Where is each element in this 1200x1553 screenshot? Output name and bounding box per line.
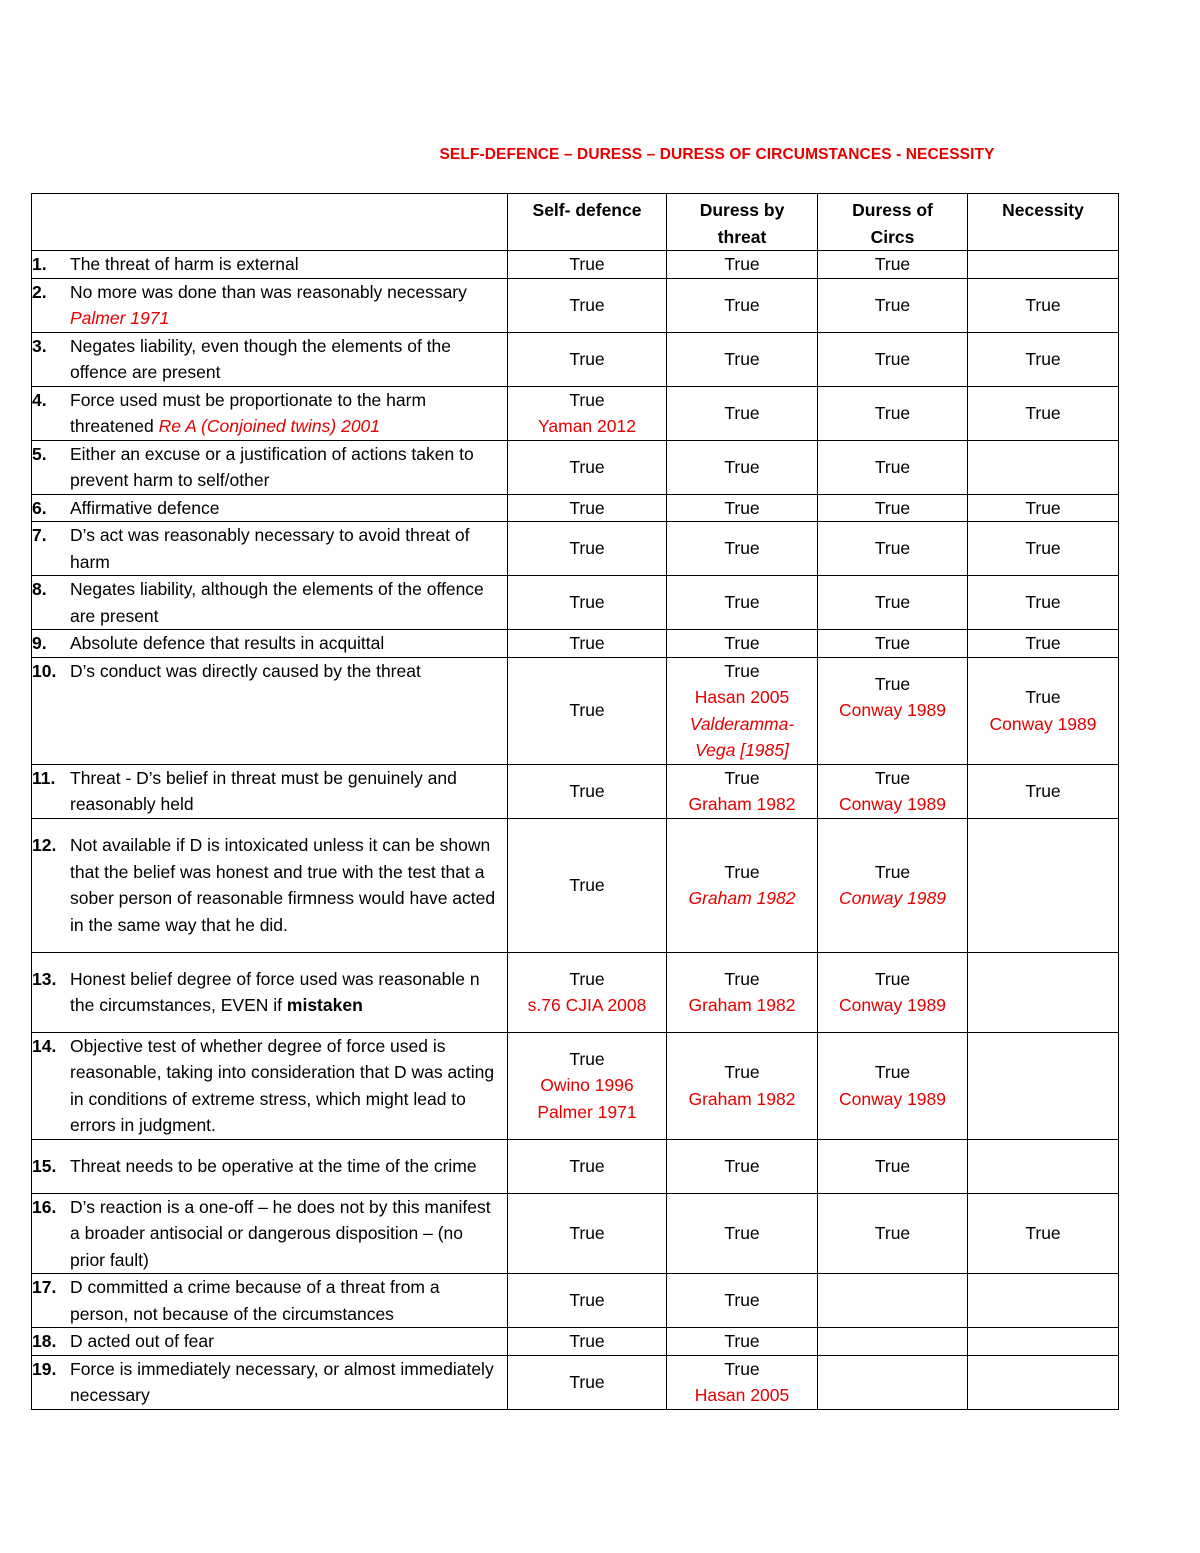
table-row	[32, 386, 1119, 440]
statement-text: The threat of harm is external	[70, 254, 299, 274]
value-text: True	[724, 294, 760, 315]
duress-threat-cell	[667, 952, 818, 1032]
duress-circs-cell	[818, 1193, 968, 1274]
self-defence-cell	[508, 278, 667, 332]
case-citation: Conway 1989	[989, 713, 1097, 734]
row-number: 9.	[32, 633, 47, 653]
statement-cell	[32, 386, 508, 440]
case-citation: Conway 1989	[838, 794, 947, 814]
value-text: True	[569, 1223, 605, 1243]
header-label: threat	[717, 226, 767, 247]
case-citation: Hasan 2005	[694, 1385, 790, 1405]
necessity-cell	[968, 818, 1119, 952]
value-text: True	[569, 968, 605, 989]
value-text: True	[724, 1290, 760, 1311]
value-text: True	[724, 767, 760, 788]
case-citation: s.76 CJIA 2008	[527, 995, 647, 1015]
table-row	[32, 278, 1119, 332]
row-number: 19.	[32, 1358, 57, 1379]
statement-cell	[32, 1193, 508, 1274]
table-row	[32, 1274, 1119, 1328]
duress-threat-cell	[667, 1032, 818, 1139]
value-text: True	[569, 1048, 605, 1069]
necessity-cell	[968, 1139, 1119, 1193]
value-text: True	[724, 968, 760, 989]
necessity-cell	[968, 386, 1119, 440]
value-text: True	[724, 402, 760, 423]
duress-threat-cell	[667, 494, 818, 522]
value-text: True	[569, 633, 605, 653]
value-text: True	[1025, 1223, 1061, 1243]
duress-circs-cell	[818, 1032, 968, 1139]
statement-emphasis: mistaken	[286, 995, 363, 1015]
necessity-cell	[968, 251, 1119, 279]
table-row	[32, 522, 1119, 576]
self-defence-cell	[508, 818, 667, 952]
value-text: True	[874, 592, 911, 613]
statement-text: Not available if D is intoxicated unless it can be shown that the belief was honest and true with the test that a sober person of reasonable firmness would have acted in the same way that he did.	[70, 835, 496, 935]
self-defence-cell	[508, 1355, 667, 1409]
statement-cell	[32, 278, 508, 332]
statement-text: D acted out of fear	[70, 1331, 214, 1351]
statement-text: D’s conduct was directly caused by the threat	[70, 660, 421, 681]
necessity-cell	[968, 576, 1119, 630]
duress-threat-cell	[667, 251, 818, 279]
header-blank-cell	[32, 194, 508, 251]
statement-text: Threat - D’s belief in threat must be genuinely and reasonably held	[70, 767, 457, 814]
statement-text: Absolute defence that results in acquittal	[70, 633, 385, 653]
duress-threat-cell	[667, 1139, 818, 1193]
value-text: True	[874, 767, 911, 788]
statement-text	[70, 387, 507, 440]
case-citation: Hasan 2005	[694, 687, 790, 707]
value-text: True	[569, 456, 605, 477]
table-header-row	[32, 194, 1119, 251]
case-citation: Palmer 1971	[537, 1101, 637, 1122]
statement-text: Objective test of whether degree of force used is reasonable, taking into consideration that D was acting in conditions of extreme stress, which might lead to errors in judgment.	[70, 1035, 495, 1135]
duress-threat-cell	[667, 764, 818, 818]
duress-circs-cell	[818, 1328, 968, 1356]
duress-threat-cell	[667, 657, 818, 764]
row-number: 3.	[32, 335, 47, 356]
necessity-cell	[968, 1274, 1119, 1328]
duress-circs-cell	[818, 440, 968, 494]
value-text: True	[874, 1223, 911, 1243]
row-number: 11.	[32, 767, 56, 788]
header-duress-by-threat	[667, 194, 818, 251]
necessity-cell	[968, 494, 1119, 522]
value-text: True	[874, 538, 911, 559]
header-label: Duress by	[699, 200, 785, 220]
value-text: True	[1025, 633, 1061, 653]
row-number: 13.	[32, 968, 57, 989]
value-text: True	[724, 348, 760, 369]
value-text: True	[724, 633, 760, 653]
necessity-cell	[968, 278, 1119, 332]
self-defence-cell	[508, 1032, 667, 1139]
value-text: True	[874, 456, 911, 477]
value-text: True	[724, 1223, 760, 1243]
value-text: True	[569, 1155, 605, 1176]
duress-threat-cell	[667, 440, 818, 494]
statement-cell	[32, 1032, 508, 1139]
statement-cell	[32, 764, 508, 818]
duress-threat-cell	[667, 522, 818, 576]
value-text: True	[569, 497, 605, 518]
self-defence-cell	[508, 630, 667, 658]
self-defence-cell	[508, 494, 667, 522]
header-duress-of-circs	[818, 194, 968, 251]
table-row	[32, 1139, 1119, 1193]
statement-cell	[32, 1355, 508, 1409]
row-number: 17.	[32, 1277, 57, 1297]
duress-circs-cell	[818, 630, 968, 658]
case-citation: Graham 1982	[688, 794, 796, 814]
statement-cell	[32, 522, 508, 576]
case-citation: Conway 1989	[838, 995, 947, 1015]
necessity-cell	[968, 764, 1119, 818]
necessity-cell	[968, 332, 1119, 386]
statement-cell	[32, 657, 508, 764]
value-text: True	[724, 456, 760, 477]
value-text: True	[1025, 402, 1061, 423]
duress-circs-cell	[818, 657, 968, 764]
case-citation: Re A (Conjoined twins) 2001	[158, 416, 381, 436]
table-row	[32, 1328, 1119, 1356]
statement-text: Negates liability, even though the elements of the offence are present	[70, 335, 452, 382]
statement-cell	[32, 818, 508, 952]
value-text: True	[569, 348, 605, 369]
duress-circs-cell	[818, 278, 968, 332]
duress-threat-cell	[667, 386, 818, 440]
necessity-cell	[968, 440, 1119, 494]
table-row	[32, 818, 1119, 952]
value-text: True	[874, 968, 911, 989]
self-defence-cell	[508, 332, 667, 386]
value-text: True	[874, 1062, 911, 1082]
row-number: 6.	[32, 497, 47, 518]
duress-threat-cell	[667, 576, 818, 630]
duress-threat-cell	[667, 332, 818, 386]
row-number: 2.	[32, 281, 47, 302]
value-text: True	[724, 660, 760, 681]
value-text: True	[724, 497, 760, 518]
statement-cell	[32, 952, 508, 1032]
value-text: True	[874, 294, 911, 315]
table-row	[32, 251, 1119, 279]
necessity-cell	[968, 1355, 1119, 1409]
table-row	[32, 764, 1119, 818]
self-defence-cell	[508, 522, 667, 576]
case-citation: Valderamma-	[689, 713, 795, 734]
row-number: 1.	[32, 254, 47, 274]
statement-text: D’s act was reasonably necessary to avoid threat of harm	[70, 525, 470, 572]
statement-text: D committed a crime because of a threat from a person, not because of the circumstances	[70, 1277, 440, 1324]
duress-circs-cell	[818, 522, 968, 576]
self-defence-cell	[508, 386, 667, 440]
statement-text: Negates liability, although the elements of the offence are present	[70, 579, 484, 626]
value-text: True	[1025, 538, 1061, 559]
self-defence-cell	[508, 952, 667, 1032]
statement-body: Honest belief degree of force used was reasonable n the circumstances, EVEN if	[70, 968, 480, 1015]
duress-threat-cell	[667, 630, 818, 658]
value-text: True	[874, 673, 911, 694]
duress-threat-cell	[667, 1355, 818, 1409]
row-number: 4.	[32, 389, 47, 410]
table-row	[32, 494, 1119, 522]
statement-body: Force used must be proportionate to the harm threatened	[70, 389, 427, 436]
statement-body: No more was done than was reasonably necessary	[70, 281, 467, 302]
header-necessity	[968, 194, 1119, 251]
statement-text: Either an excuse or a justification of actions taken to prevent harm to self/other	[70, 443, 474, 490]
table-row	[32, 1355, 1119, 1409]
statement-cell	[32, 630, 508, 658]
case-citation: Graham 1982	[688, 1088, 796, 1109]
self-defence-cell	[508, 764, 667, 818]
value-text: True	[1025, 348, 1061, 369]
duress-circs-cell	[818, 1274, 968, 1328]
value-text: True	[1025, 592, 1061, 613]
table-row	[32, 1032, 1119, 1139]
value-text: True	[1025, 687, 1061, 707]
header-label: Necessity	[1002, 200, 1084, 220]
duress-circs-cell	[818, 386, 968, 440]
value-text: True	[724, 1358, 760, 1379]
statement-text	[70, 966, 507, 1019]
self-defence-cell	[508, 576, 667, 630]
case-citation: Graham 1982	[688, 995, 796, 1015]
value-text: True	[724, 1062, 760, 1082]
value-text: True	[724, 861, 760, 882]
table-row	[32, 657, 1119, 764]
header-self-defence	[508, 194, 667, 251]
value-text: True	[1025, 294, 1061, 315]
necessity-cell	[968, 1193, 1119, 1274]
duress-circs-cell	[818, 1355, 968, 1409]
duress-circs-cell	[818, 818, 968, 952]
self-defence-cell	[508, 1274, 667, 1328]
statement-cell	[32, 251, 508, 279]
value-text: True	[569, 592, 605, 613]
row-number: 12.	[32, 835, 57, 855]
statement-cell	[32, 576, 508, 630]
case-citation: Graham 1982	[688, 888, 796, 908]
duress-circs-cell	[818, 1139, 968, 1193]
duress-threat-cell	[667, 278, 818, 332]
duress-threat-cell	[667, 818, 818, 952]
value-text: True	[569, 1331, 605, 1351]
defences-comparison-table	[31, 193, 1119, 1410]
case-citation: Owino 1996	[540, 1075, 634, 1096]
case-citation: Conway 1989	[838, 1088, 947, 1109]
table-row	[32, 576, 1119, 630]
header-label: Self- defence	[532, 200, 642, 220]
necessity-cell	[968, 630, 1119, 658]
value-text: True	[1025, 497, 1061, 518]
case-citation: Palmer 1971	[70, 308, 170, 328]
case-citation: Vega [1985]	[695, 740, 789, 760]
row-number: 15.	[32, 1155, 57, 1176]
duress-circs-cell	[818, 764, 968, 818]
row-number: 8.	[32, 579, 47, 599]
row-number: 7.	[32, 525, 47, 545]
table-row	[32, 630, 1119, 658]
duress-circs-cell	[818, 576, 968, 630]
table-row	[32, 440, 1119, 494]
value-text: True	[569, 1371, 605, 1392]
statement-cell	[32, 1274, 508, 1328]
statement-text: Force is immediately necessary, or almost immediately necessary	[70, 1358, 494, 1405]
self-defence-cell	[508, 657, 667, 764]
necessity-cell	[968, 1032, 1119, 1139]
duress-circs-cell	[818, 332, 968, 386]
statement-text: Affirmative defence	[70, 497, 220, 518]
necessity-cell	[968, 522, 1119, 576]
value-text: True	[724, 592, 760, 613]
header-label: Circs	[870, 226, 915, 247]
value-text: True	[569, 254, 605, 274]
value-text: True	[874, 1155, 911, 1176]
statement-text: Threat needs to be operative at the time of the crime	[70, 1155, 477, 1176]
self-defence-cell	[508, 1139, 667, 1193]
value-text: True	[1025, 780, 1061, 801]
table-row	[32, 952, 1119, 1032]
duress-circs-cell	[818, 952, 968, 1032]
value-text: True	[569, 538, 605, 559]
value-text: True	[874, 861, 911, 882]
duress-circs-cell	[818, 251, 968, 279]
value-text: True	[874, 402, 911, 423]
row-number: 5.	[32, 443, 47, 464]
row-number: 10.	[32, 660, 57, 681]
value-text: True	[569, 700, 605, 721]
necessity-cell	[968, 1328, 1119, 1356]
table-row	[32, 332, 1119, 386]
statement-text	[70, 279, 507, 332]
document-title: SELF-DEFENCE – DURESS – DURESS OF CIRCUMSTANCES - NECESSITY	[439, 146, 995, 163]
value-text: True	[724, 538, 760, 559]
self-defence-cell	[508, 1193, 667, 1274]
value-text: True	[569, 1290, 605, 1311]
case-citation: Conway 1989	[838, 888, 947, 908]
value-text: True	[724, 1331, 760, 1351]
value-text: True	[569, 389, 605, 410]
necessity-cell	[968, 657, 1119, 764]
value-text: True	[569, 780, 605, 801]
row-number: 18.	[32, 1331, 57, 1351]
row-number: 16.	[32, 1196, 57, 1217]
statement-cell	[32, 440, 508, 494]
table-row	[32, 1193, 1119, 1274]
statement-cell	[32, 1328, 508, 1356]
statement-cell	[32, 494, 508, 522]
self-defence-cell	[508, 1328, 667, 1356]
duress-threat-cell	[667, 1193, 818, 1274]
statement-text: D’s reaction is a one-off – he does not by this manifest a broader antisocial or dangerous disposition – (no prior fault)	[70, 1196, 491, 1270]
self-defence-cell	[508, 251, 667, 279]
duress-threat-cell	[667, 1274, 818, 1328]
duress-circs-cell	[818, 494, 968, 522]
duress-threat-cell	[667, 1328, 818, 1356]
necessity-cell	[968, 952, 1119, 1032]
value-text: True	[724, 254, 760, 274]
value-text: True	[724, 1155, 760, 1176]
row-number: 14.	[32, 1035, 57, 1056]
value-text: True	[569, 294, 605, 315]
value-text: True	[874, 254, 911, 274]
statement-cell	[32, 332, 508, 386]
value-text: True	[874, 348, 911, 369]
case-citation: Conway 1989	[838, 700, 947, 720]
case-citation: Yaman 2012	[538, 416, 636, 436]
value-text: True	[874, 497, 911, 518]
self-defence-cell	[508, 440, 667, 494]
header-label: Duress of	[852, 200, 933, 220]
value-text: True	[569, 874, 605, 895]
statement-cell	[32, 1139, 508, 1193]
value-text: True	[874, 633, 911, 653]
